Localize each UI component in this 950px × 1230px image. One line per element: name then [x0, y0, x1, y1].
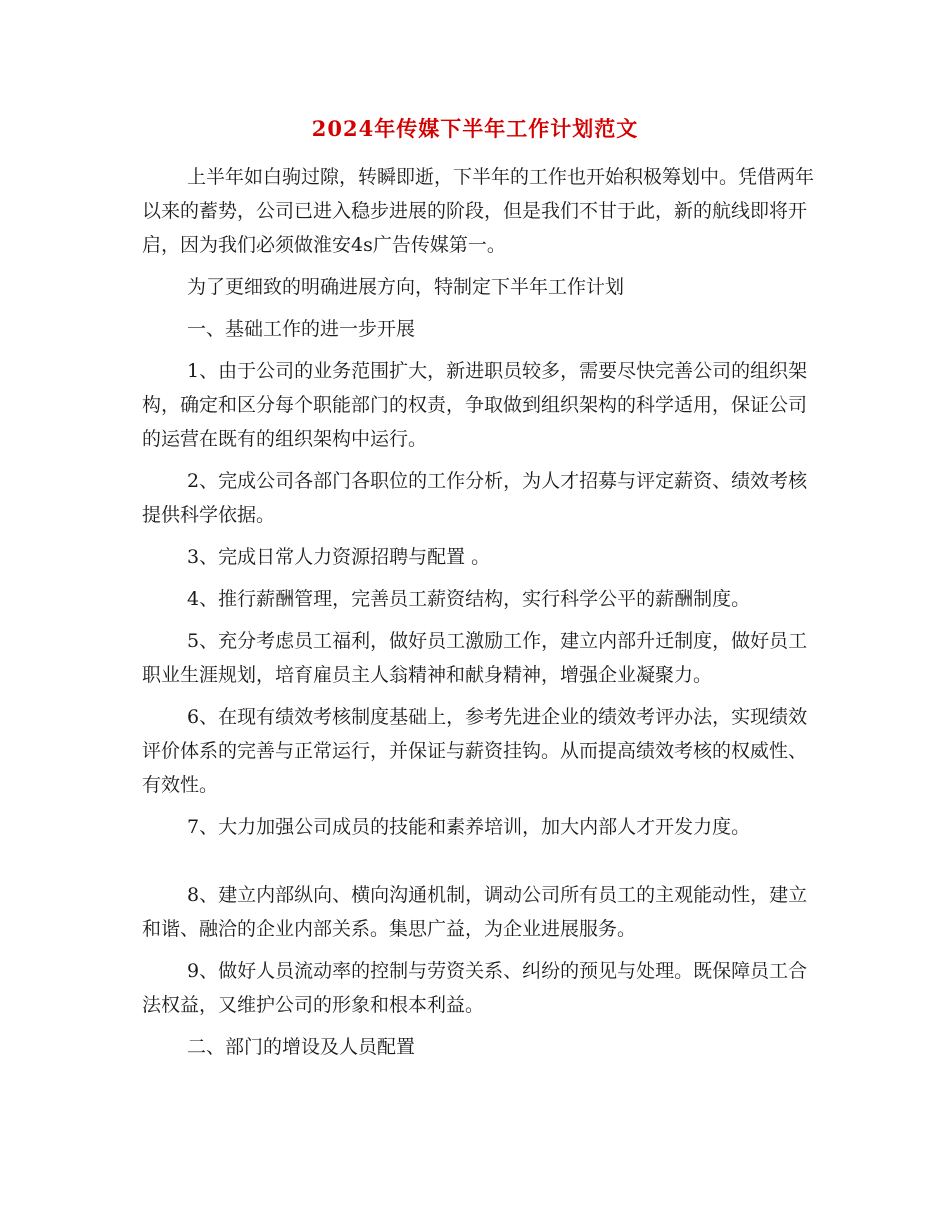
list-item-2: 2、完成公司各部门各职位的工作分析，为人才招募与评定薪资、绩效考核提供科学依据。	[142, 470, 808, 526]
list-item-9: 9、做好人员流动率的控制与劳资关系、纠纷的预见与处理。既保障员工合法权益，又维护公司的形象和根本利益。	[142, 960, 808, 1016]
list-item-4: 4、推行薪酬管理，完善员工薪资结构，实行科学公平的薪酬制度。	[187, 588, 751, 610]
list-item-3: 3、完成日常人力资源招聘与配置 。	[187, 546, 491, 568]
list-item-5: 5、充分考虑员工福利，做好员工激励工作，建立内部升迁制度，做好员工职业生涯规划，培育雇员主人翁精神和献身精神，增强企业凝聚力。	[142, 630, 808, 686]
paragraph-intro: 上半年如白驹过隙，转瞬即逝，下半年的工作也开始积极筹划中。凭借两年以来的蓄势，公司已进入稳步进展的阶段，但是我们不甘于此，新的航线即将开启，因为我们必须做淮安4s广告传媒第一。	[142, 166, 815, 256]
list-item-6: 6、在现有绩效考核制度基础上，参考先进企业的绩效考评办法，实现绩效评价体系的完善与正常运行，并保证与薪资挂钩。从而提高绩效考核的权威性、有效性。	[142, 706, 808, 796]
section-heading-2: 二、部门的增设及人员配置	[187, 1036, 416, 1058]
list-item-1: 1、由于公司的业务范围扩大，新进职员较多，需要尽快完善公司的组织架构，确定和区分每个职能部门的权责，争取做到组织架构的科学适用，保证公司的运营在既有的组织架构中运行。	[142, 360, 808, 450]
list-item-8: 8、建立内部纵向、横向沟通机制，调动公司所有员工的主观能动性，建立和谐、融洽的企业内部关系。集思广益，为企业进展服务。	[142, 884, 808, 940]
paragraph-purpose: 为了更细致的明确进展方向，特制定下半年工作计划	[187, 276, 625, 298]
document-title: 2024年传媒下半年工作计划范文	[311, 116, 639, 141]
document-body	[142, 160, 822, 1072]
section-heading-1: 一、基础工作的进一步开展	[187, 318, 416, 340]
list-item-7: 7、大力加强公司成员的技能和素养培训，加大内部人才开发力度。	[187, 816, 751, 838]
